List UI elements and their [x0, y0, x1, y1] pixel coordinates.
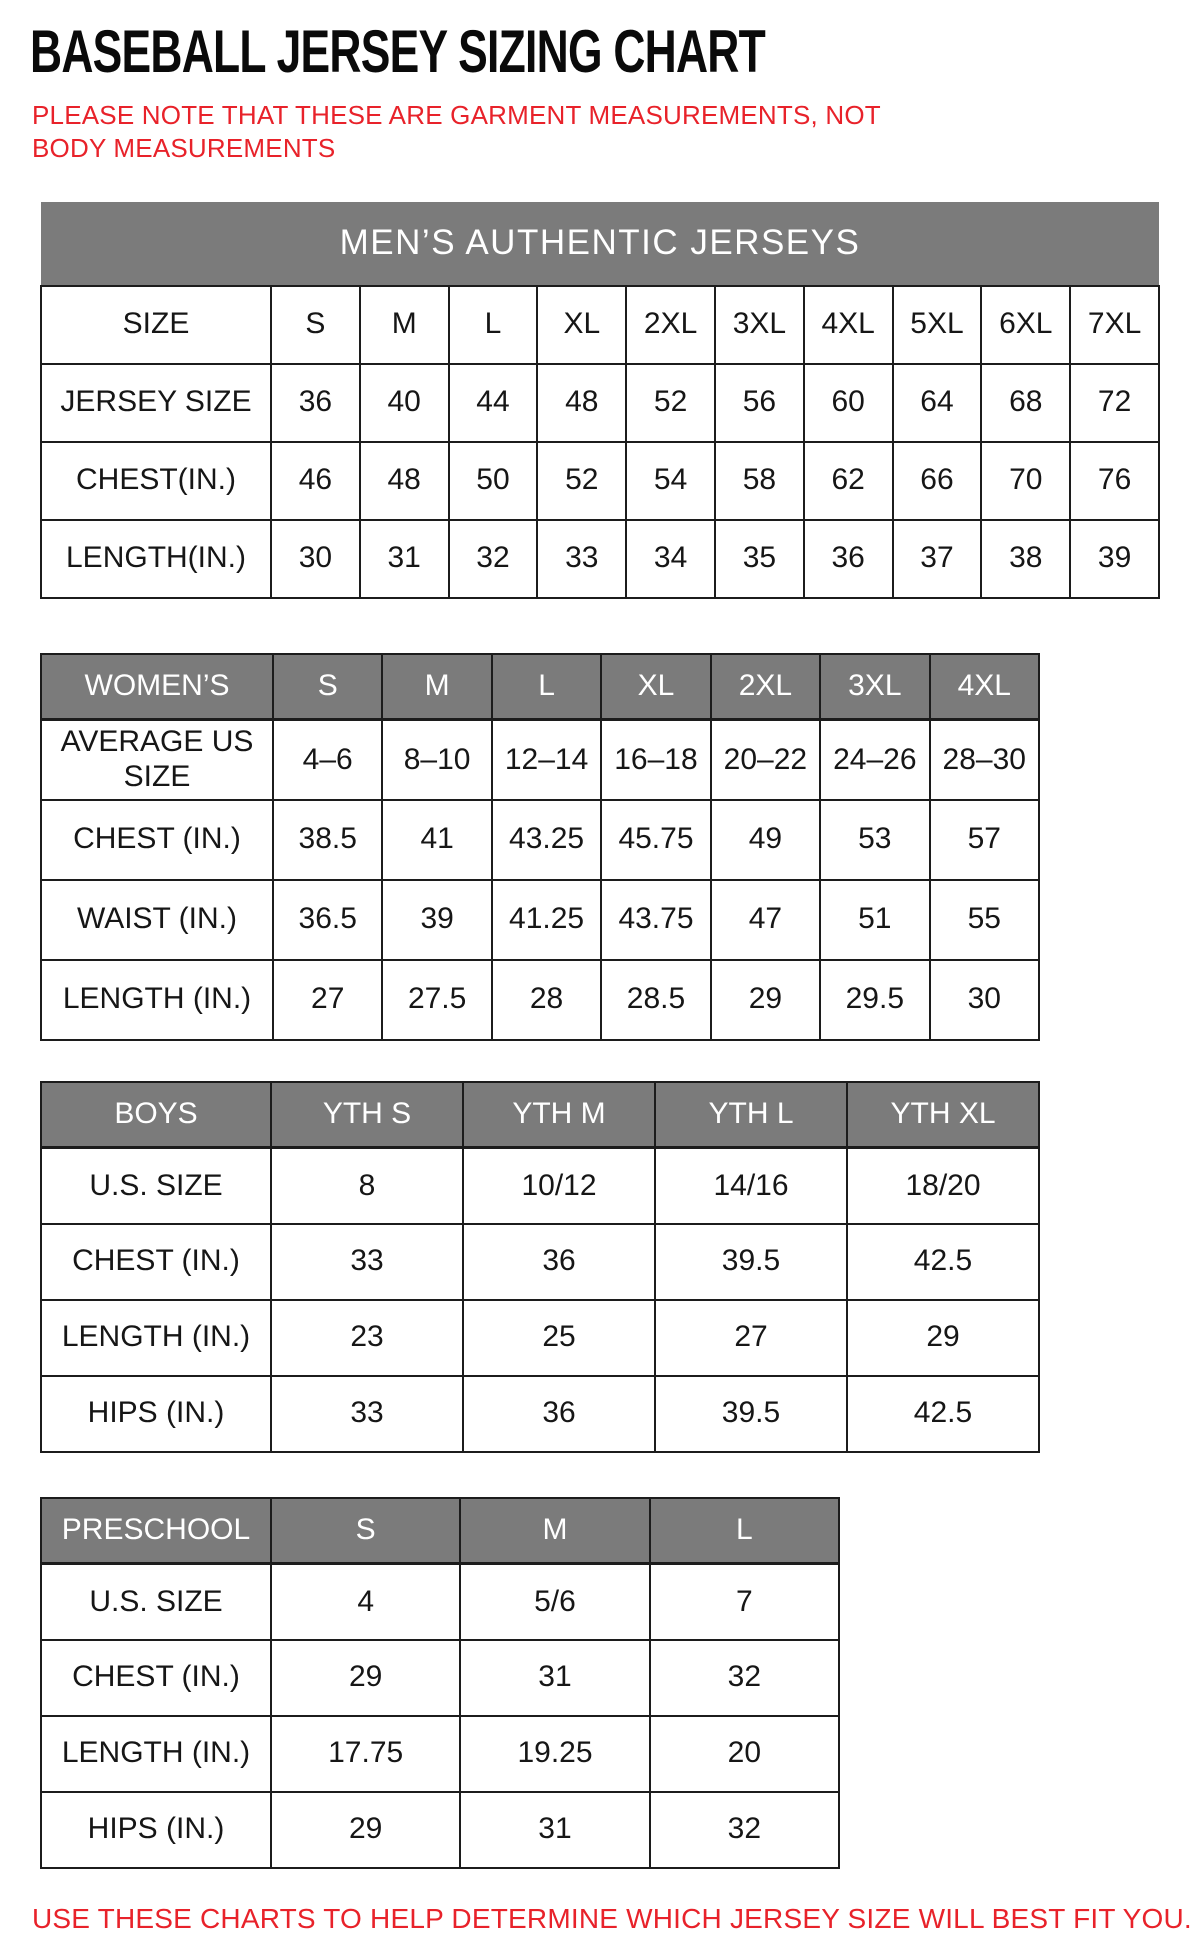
- size-value-cell: 33: [271, 1376, 463, 1452]
- row-label: LENGTH (IN.): [41, 1716, 271, 1792]
- size-value-cell: 12–14: [492, 720, 601, 800]
- table-row: [41, 442, 1159, 520]
- size-value-cell: 42.5: [847, 1224, 1039, 1300]
- row-label: U.S. SIZE: [41, 1148, 271, 1224]
- size-value-cell: 41: [382, 800, 491, 880]
- size-value-cell: 47: [711, 880, 820, 960]
- size-column-header: YTH S: [271, 1082, 463, 1148]
- size-value-cell: 36: [271, 364, 360, 442]
- size-column-header: M: [460, 1498, 649, 1564]
- row-label: U.S. SIZE: [41, 1564, 271, 1640]
- row-label: JERSEY SIZE: [41, 364, 271, 442]
- size-value-cell: 30: [930, 960, 1039, 1040]
- size-value-cell: 6XL: [981, 286, 1070, 364]
- size-value-cell: 55: [930, 880, 1039, 960]
- size-value-cell: 58: [715, 442, 804, 520]
- size-value-cell: 29: [271, 1792, 460, 1868]
- size-value-cell: M: [360, 286, 449, 364]
- garment-measurement-note: PLEASE NOTE THAT THESE ARE GARMENT MEASUREMENTS, NOT BODY MEASUREMENTS: [32, 100, 881, 164]
- size-value-cell: L: [449, 286, 538, 364]
- size-value-cell: 68: [981, 364, 1070, 442]
- size-value-cell: 38.5: [273, 800, 382, 880]
- row-label: HIPS (IN.): [41, 1792, 271, 1868]
- size-value-cell: 5/6: [460, 1564, 649, 1640]
- size-value-cell: 32: [449, 520, 538, 598]
- table-category-header: BOYS: [41, 1082, 271, 1148]
- size-value-cell: 46: [271, 442, 360, 520]
- size-value-cell: 14/16: [655, 1148, 847, 1224]
- size-value-cell: 4–6: [273, 720, 382, 800]
- size-value-cell: 29: [847, 1300, 1039, 1376]
- row-label: LENGTH(IN.): [41, 520, 271, 598]
- size-value-cell: 24–26: [820, 720, 929, 800]
- size-value-cell: 8–10: [382, 720, 491, 800]
- size-value-cell: 66: [893, 442, 982, 520]
- mens-authentic-jerseys-table: [40, 202, 1160, 599]
- table-row: [41, 286, 1159, 364]
- table-row: [41, 1224, 1039, 1300]
- size-value-cell: 23: [271, 1300, 463, 1376]
- size-value-cell: 34: [626, 520, 715, 598]
- size-value-cell: 52: [626, 364, 715, 442]
- size-value-cell: 33: [537, 520, 626, 598]
- size-value-cell: 51: [820, 880, 929, 960]
- size-column-header: XL: [601, 654, 710, 720]
- table-row: [41, 1792, 839, 1868]
- size-value-cell: 27.5: [382, 960, 491, 1040]
- size-value-cell: 39.5: [655, 1376, 847, 1452]
- size-column-header: 2XL: [711, 654, 820, 720]
- table-row: [41, 800, 1039, 880]
- table-row: [41, 520, 1159, 598]
- table-title-bar: MEN’S AUTHENTIC JERSEYS: [41, 202, 1159, 286]
- size-value-cell: 20: [650, 1716, 839, 1792]
- size-value-cell: 4XL: [804, 286, 893, 364]
- size-value-cell: 18/20: [847, 1148, 1039, 1224]
- size-value-cell: 62: [804, 442, 893, 520]
- size-value-cell: 19.25: [460, 1716, 649, 1792]
- row-label: AVERAGE US SIZE: [41, 720, 273, 800]
- size-value-cell: 31: [360, 520, 449, 598]
- size-value-cell: 48: [537, 364, 626, 442]
- row-label: WAIST (IN.): [41, 880, 273, 960]
- table-row: [41, 364, 1159, 442]
- row-label: LENGTH (IN.): [41, 1300, 271, 1376]
- size-value-cell: 33: [271, 1224, 463, 1300]
- size-value-cell: 30: [271, 520, 360, 598]
- size-value-cell: 4: [271, 1564, 460, 1640]
- size-value-cell: 44: [449, 364, 538, 442]
- table-category-header: WOMEN’S: [41, 654, 273, 720]
- size-value-cell: 27: [655, 1300, 847, 1376]
- size-value-cell: 57: [930, 800, 1039, 880]
- size-column-header: L: [650, 1498, 839, 1564]
- table-row: [41, 1716, 839, 1792]
- size-value-cell: 41.25: [492, 880, 601, 960]
- size-value-cell: 43.25: [492, 800, 601, 880]
- table-row: [41, 1640, 839, 1716]
- size-value-cell: S: [271, 286, 360, 364]
- size-column-header: M: [382, 654, 491, 720]
- size-column-header: YTH M: [463, 1082, 655, 1148]
- table-row: [41, 880, 1039, 960]
- size-value-cell: 2XL: [626, 286, 715, 364]
- size-value-cell: 28.5: [601, 960, 710, 1040]
- page-title: BASEBALL JERSEY SIZING CHART: [30, 18, 766, 85]
- size-value-cell: 10/12: [463, 1148, 655, 1224]
- table-row: [41, 720, 1039, 800]
- size-value-cell: 52: [537, 442, 626, 520]
- size-value-cell: 29.5: [820, 960, 929, 1040]
- size-column-header: YTH XL: [847, 1082, 1039, 1148]
- womens-sizing-table: [40, 653, 1040, 1041]
- size-value-cell: 28: [492, 960, 601, 1040]
- size-value-cell: 70: [981, 442, 1070, 520]
- size-value-cell: 49: [711, 800, 820, 880]
- table-row: [41, 960, 1039, 1040]
- row-label: HIPS (IN.): [41, 1376, 271, 1452]
- table-row: [41, 1376, 1039, 1452]
- row-label: CHEST (IN.): [41, 1640, 271, 1716]
- size-value-cell: 5XL: [893, 286, 982, 364]
- size-column-header: YTH L: [655, 1082, 847, 1148]
- size-value-cell: 36: [463, 1376, 655, 1452]
- row-label: CHEST (IN.): [41, 800, 273, 880]
- size-value-cell: 31: [460, 1640, 649, 1716]
- size-value-cell: 36: [463, 1224, 655, 1300]
- size-value-cell: 7XL: [1070, 286, 1159, 364]
- size-value-cell: 42.5: [847, 1376, 1039, 1452]
- size-value-cell: 29: [271, 1640, 460, 1716]
- size-value-cell: 53: [820, 800, 929, 880]
- row-label: LENGTH (IN.): [41, 960, 273, 1040]
- size-value-cell: 56: [715, 364, 804, 442]
- size-value-cell: 39.5: [655, 1224, 847, 1300]
- size-value-cell: 38: [981, 520, 1070, 598]
- size-value-cell: 72: [1070, 364, 1159, 442]
- row-label: SIZE: [41, 286, 271, 364]
- size-value-cell: 50: [449, 442, 538, 520]
- size-value-cell: 28–30: [930, 720, 1039, 800]
- size-value-cell: 17.75: [271, 1716, 460, 1792]
- size-value-cell: 64: [893, 364, 982, 442]
- size-value-cell: XL: [537, 286, 626, 364]
- size-value-cell: 27: [273, 960, 382, 1040]
- size-value-cell: 40: [360, 364, 449, 442]
- row-label: CHEST (IN.): [41, 1224, 271, 1300]
- size-value-cell: 32: [650, 1640, 839, 1716]
- size-value-cell: 3XL: [715, 286, 804, 364]
- preschool-sizing-table: [40, 1497, 840, 1869]
- size-value-cell: 36.5: [273, 880, 382, 960]
- size-column-header: S: [271, 1498, 460, 1564]
- size-value-cell: 54: [626, 442, 715, 520]
- size-column-header: L: [492, 654, 601, 720]
- size-value-cell: 39: [382, 880, 491, 960]
- size-value-cell: 45.75: [601, 800, 710, 880]
- size-column-header: 4XL: [930, 654, 1039, 720]
- table-category-header: PRESCHOOL: [41, 1498, 271, 1564]
- size-value-cell: 32: [650, 1792, 839, 1868]
- size-value-cell: 29: [711, 960, 820, 1040]
- size-column-header: S: [273, 654, 382, 720]
- size-column-header: 3XL: [820, 654, 929, 720]
- fit-advice-note: USE THESE CHARTS TO HELP DETERMINE WHICH JERSEY SIZE WILL BEST FIT YOU.: [32, 1902, 1192, 1934]
- row-label: CHEST(IN.): [41, 442, 271, 520]
- size-value-cell: 48: [360, 442, 449, 520]
- size-value-cell: 76: [1070, 442, 1159, 520]
- size-value-cell: 31: [460, 1792, 649, 1868]
- size-value-cell: 7: [650, 1564, 839, 1640]
- size-value-cell: 60: [804, 364, 893, 442]
- table-row: [41, 1300, 1039, 1376]
- size-value-cell: 16–18: [601, 720, 710, 800]
- size-value-cell: 36: [804, 520, 893, 598]
- size-value-cell: 8: [271, 1148, 463, 1224]
- size-value-cell: 25: [463, 1300, 655, 1376]
- size-value-cell: 43.75: [601, 880, 710, 960]
- size-value-cell: 20–22: [711, 720, 820, 800]
- size-value-cell: 39: [1070, 520, 1159, 598]
- table-row: [41, 1564, 839, 1640]
- size-value-cell: 35: [715, 520, 804, 598]
- boys-sizing-table: [40, 1081, 1040, 1453]
- size-value-cell: 37: [893, 520, 982, 598]
- table-row: [41, 1148, 1039, 1224]
